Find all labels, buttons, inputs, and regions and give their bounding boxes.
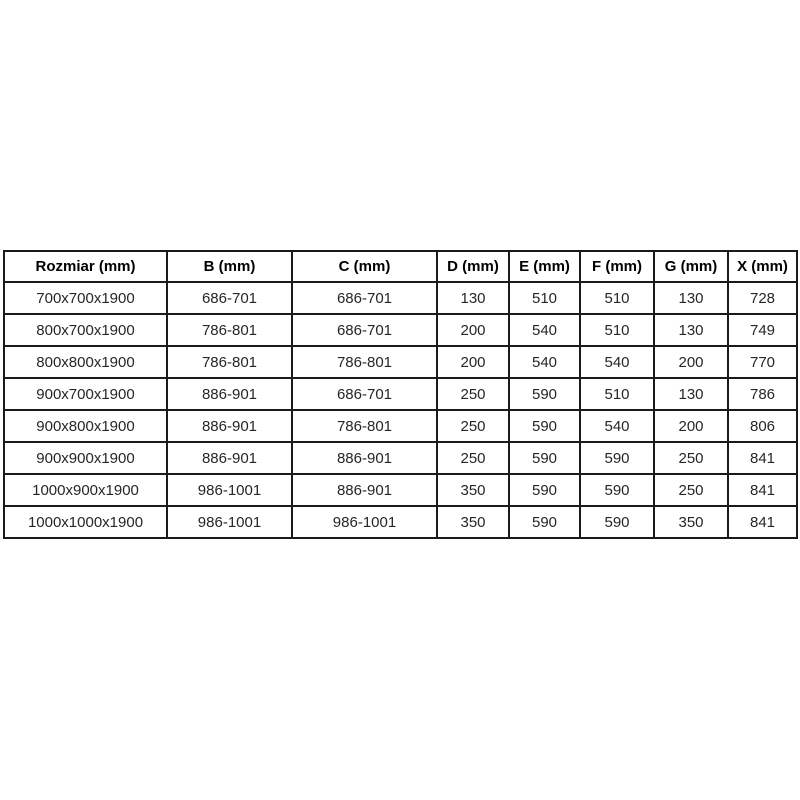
table-cell: 686-701 (167, 282, 292, 314)
table-cell: 540 (509, 346, 580, 378)
size-spec-table-container (3, 250, 796, 539)
table-cell: 130 (654, 378, 728, 410)
table-cell: 590 (580, 442, 654, 474)
table-cell: 250 (437, 410, 509, 442)
column-header: Rozmiar (mm) (4, 251, 167, 282)
table-cell: 130 (654, 314, 728, 346)
table-row (4, 346, 797, 378)
table-cell: 590 (509, 474, 580, 506)
table-cell: 770 (728, 346, 797, 378)
table-cell: 886-901 (292, 442, 437, 474)
table-cell: 841 (728, 442, 797, 474)
table-row (4, 314, 797, 346)
table-cell: 510 (580, 314, 654, 346)
header-row (4, 251, 797, 282)
table-row (4, 282, 797, 314)
table-cell: 350 (654, 506, 728, 538)
table-row (4, 378, 797, 410)
table-cell: 900x700x1900 (4, 378, 167, 410)
table-body (4, 282, 797, 538)
table-cell: 200 (654, 346, 728, 378)
table-cell: 728 (728, 282, 797, 314)
table-cell: 806 (728, 410, 797, 442)
table-cell: 900x900x1900 (4, 442, 167, 474)
column-header: C (mm) (292, 251, 437, 282)
table-cell: 590 (509, 442, 580, 474)
column-header: E (mm) (509, 251, 580, 282)
table-cell: 350 (437, 474, 509, 506)
column-header: F (mm) (580, 251, 654, 282)
table-cell: 841 (728, 506, 797, 538)
table-cell: 886-901 (167, 442, 292, 474)
table-cell: 886-901 (292, 474, 437, 506)
table-cell: 200 (437, 314, 509, 346)
table-cell: 749 (728, 314, 797, 346)
table-cell: 886-901 (167, 410, 292, 442)
table-cell: 786-801 (167, 314, 292, 346)
table-row (4, 442, 797, 474)
table-cell: 250 (654, 474, 728, 506)
table-cell: 590 (580, 506, 654, 538)
table-cell: 250 (437, 378, 509, 410)
table-cell: 350 (437, 506, 509, 538)
column-header: B (mm) (167, 251, 292, 282)
table-cell: 130 (654, 282, 728, 314)
table-cell: 786-801 (292, 410, 437, 442)
table-cell: 200 (654, 410, 728, 442)
table-cell: 540 (509, 314, 580, 346)
table-cell: 540 (580, 410, 654, 442)
column-header: D (mm) (437, 251, 509, 282)
table-cell: 686-701 (292, 282, 437, 314)
table-cell: 686-701 (292, 314, 437, 346)
table-cell: 590 (580, 474, 654, 506)
table-cell: 250 (654, 442, 728, 474)
table-cell: 686-701 (292, 378, 437, 410)
table-row (4, 506, 797, 538)
table-cell: 886-901 (167, 378, 292, 410)
table-cell: 590 (509, 378, 580, 410)
table-cell: 900x800x1900 (4, 410, 167, 442)
table-row (4, 410, 797, 442)
table-cell: 786-801 (167, 346, 292, 378)
table-cell: 130 (437, 282, 509, 314)
column-header: X (mm) (728, 251, 797, 282)
size-spec-table (3, 250, 798, 539)
table-cell: 590 (509, 506, 580, 538)
table-cell: 986-1001 (167, 506, 292, 538)
table-cell: 800x800x1900 (4, 346, 167, 378)
table-cell: 590 (509, 410, 580, 442)
table-cell: 986-1001 (292, 506, 437, 538)
table-cell: 540 (580, 346, 654, 378)
table-cell: 510 (580, 282, 654, 314)
table-cell: 786 (728, 378, 797, 410)
table-cell: 510 (580, 378, 654, 410)
table-cell: 786-801 (292, 346, 437, 378)
table-cell: 250 (437, 442, 509, 474)
table-cell: 1000x1000x1900 (4, 506, 167, 538)
table-cell: 700x700x1900 (4, 282, 167, 314)
column-header: G (mm) (654, 251, 728, 282)
table-cell: 1000x900x1900 (4, 474, 167, 506)
table-cell: 510 (509, 282, 580, 314)
table-cell: 200 (437, 346, 509, 378)
table-cell: 986-1001 (167, 474, 292, 506)
table-cell: 800x700x1900 (4, 314, 167, 346)
table-cell: 841 (728, 474, 797, 506)
table-row (4, 474, 797, 506)
